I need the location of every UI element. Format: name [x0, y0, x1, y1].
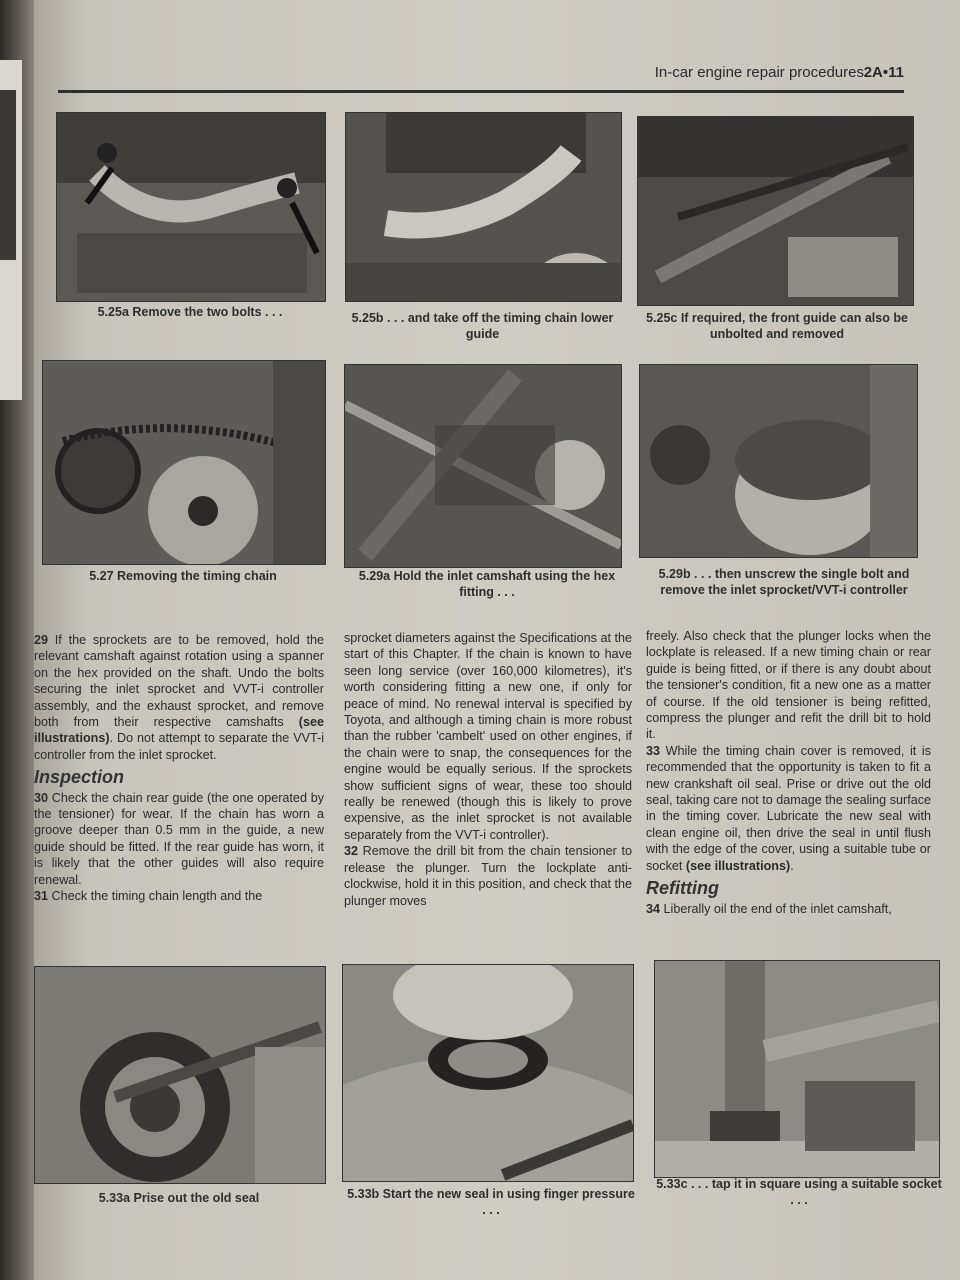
para-text: Check the timing chain length and the [48, 889, 263, 904]
caption-5-25a: 5.25a Remove the two bolts . . . [97, 305, 283, 319]
photo-5-29a [344, 364, 622, 568]
photo-5-29b [639, 364, 918, 558]
page-number: 2A•11 [863, 64, 904, 81]
para-ref: (see illustrations) [685, 858, 791, 873]
text-column-2 [344, 630, 632, 909]
header-title: In-car engine repair procedures [654, 64, 864, 81]
para-ref: (see illustrations) [34, 715, 324, 746]
paragraph-29 [34, 632, 324, 763]
caption-5-25c: 5.25c If required, the front guide can also be unbolted and removed [646, 311, 908, 341]
caption-5-29b: 5.29b . . . then unscrew the single bolt and remove the inlet sprocket/VVT-i controller [658, 567, 910, 597]
para-text: Remove the drill bit from the chain tensioner to release the plunger. Turn the lockplate anti-clockwise, hold it in this position, and check that the plunger moves [344, 844, 632, 908]
caption-5-33c: 5.33c . . . tap it in square using a suitable socket . . . [656, 1177, 942, 1207]
page-header [34, 58, 904, 102]
paragraph-30 [34, 790, 324, 888]
photo-5-33b [342, 964, 634, 1182]
para-number: 33 [646, 743, 661, 758]
photo-5-33c [654, 960, 940, 1178]
para-text: . [790, 858, 794, 873]
adjacent-page-photo [0, 90, 16, 260]
manual-page [34, 0, 960, 1280]
para-text: If the sprockets are to be removed, hold the relevant camshaft against rotation using a spanner on the hex provided on the shaft. Undo the bolts securing the inlet sprocket and VVT-i controller assembly, and the exhaust sprocket, and remove both from their respective camshafts [34, 633, 324, 730]
photo-5-25c [637, 116, 914, 306]
text-column-1 [34, 632, 324, 905]
photo-5-27 [42, 360, 326, 565]
para-number: 34 [646, 901, 661, 916]
photo-5-33a [34, 966, 326, 1184]
text-column-3 [646, 628, 931, 917]
header-rule [58, 90, 904, 93]
para-number: 31 [34, 889, 49, 904]
caption-5-33b: 5.33b Start the new seal in using finger pressure . . . [347, 1187, 635, 1217]
paragraph-31-continued: sprocket diameters against the Specifications at the start of this Chapter. If the chain is known to have seen long service (over 160,000 kilometres), it's worth considering fitting a new one, if only for peace of mind. No renewal interval is specified by Toyota, and although a timing chain is more robust than the rubber 'cambelt' used on other engines, if the chain were to snap, the consequences for the engine would be equally serious. If the sprockets show sufficient signs of wear, these too should really be renewed (though this is likely to prove expensive, as the inlet sprocket is not available separately from the VVT-i controller). [344, 631, 632, 842]
photo-5-25a [56, 112, 326, 302]
para-number: 30 [34, 790, 49, 805]
para-text: While the timing chain cover is removed, it is recommended that the opportunity is taken to fit a new crankshaft oil seal. Prise or drive out the old seal, taking care not to damage the sealing surface in the timing cover. Lubricate the new seal with clean engine oil, then drive the seal in until flush with the edge of the cover, using a suitable tube or socket [646, 743, 931, 873]
paragraph-32 [344, 843, 632, 909]
caption-5-25b: 5.25b . . . and take off the timing chain lower guide [351, 311, 614, 341]
paragraph-32-continued: freely. Also check that the plunger locks when the lockplate is released. If a new timing chain or rear guide is being fitted, or if there is any doubt about the tensioner's condition, fit a new one as a matter of course. If the old tensioner is being refitted, compress the plunger and refit the drill bit to hold it. [646, 629, 931, 742]
para-number: 32 [344, 844, 359, 859]
heading-inspection: Inspection [34, 767, 125, 788]
caption-5-33a: 5.33a Prise out the old seal [98, 1191, 260, 1205]
para-text: Check the chain rear guide (the one operated by the tensioner) for wear. If the chain has worn a groove deeper than 0.5 mm in the guide, a new guide should be fitted. If the rear guide has worn, it is likely that the other guides will also require renewal. [34, 790, 324, 887]
para-number: 29 [34, 633, 49, 647]
paragraph-34 [646, 901, 931, 917]
paragraph-33 [646, 743, 931, 874]
paragraph-31 [34, 888, 324, 904]
caption-5-27: 5.27 Removing the timing chain [89, 569, 277, 583]
heading-refitting: Refitting [646, 878, 719, 899]
photo-5-25b [345, 112, 622, 302]
para-text: . Do not attempt to separate the VVT-i controller from the inlet sprocket. [34, 731, 324, 762]
caption-5-29a: 5.29a Hold the inlet camshaft using the hex fitting . . . [358, 569, 616, 599]
para-text: Liberally oil the end of the inlet camshaft, [660, 901, 892, 916]
